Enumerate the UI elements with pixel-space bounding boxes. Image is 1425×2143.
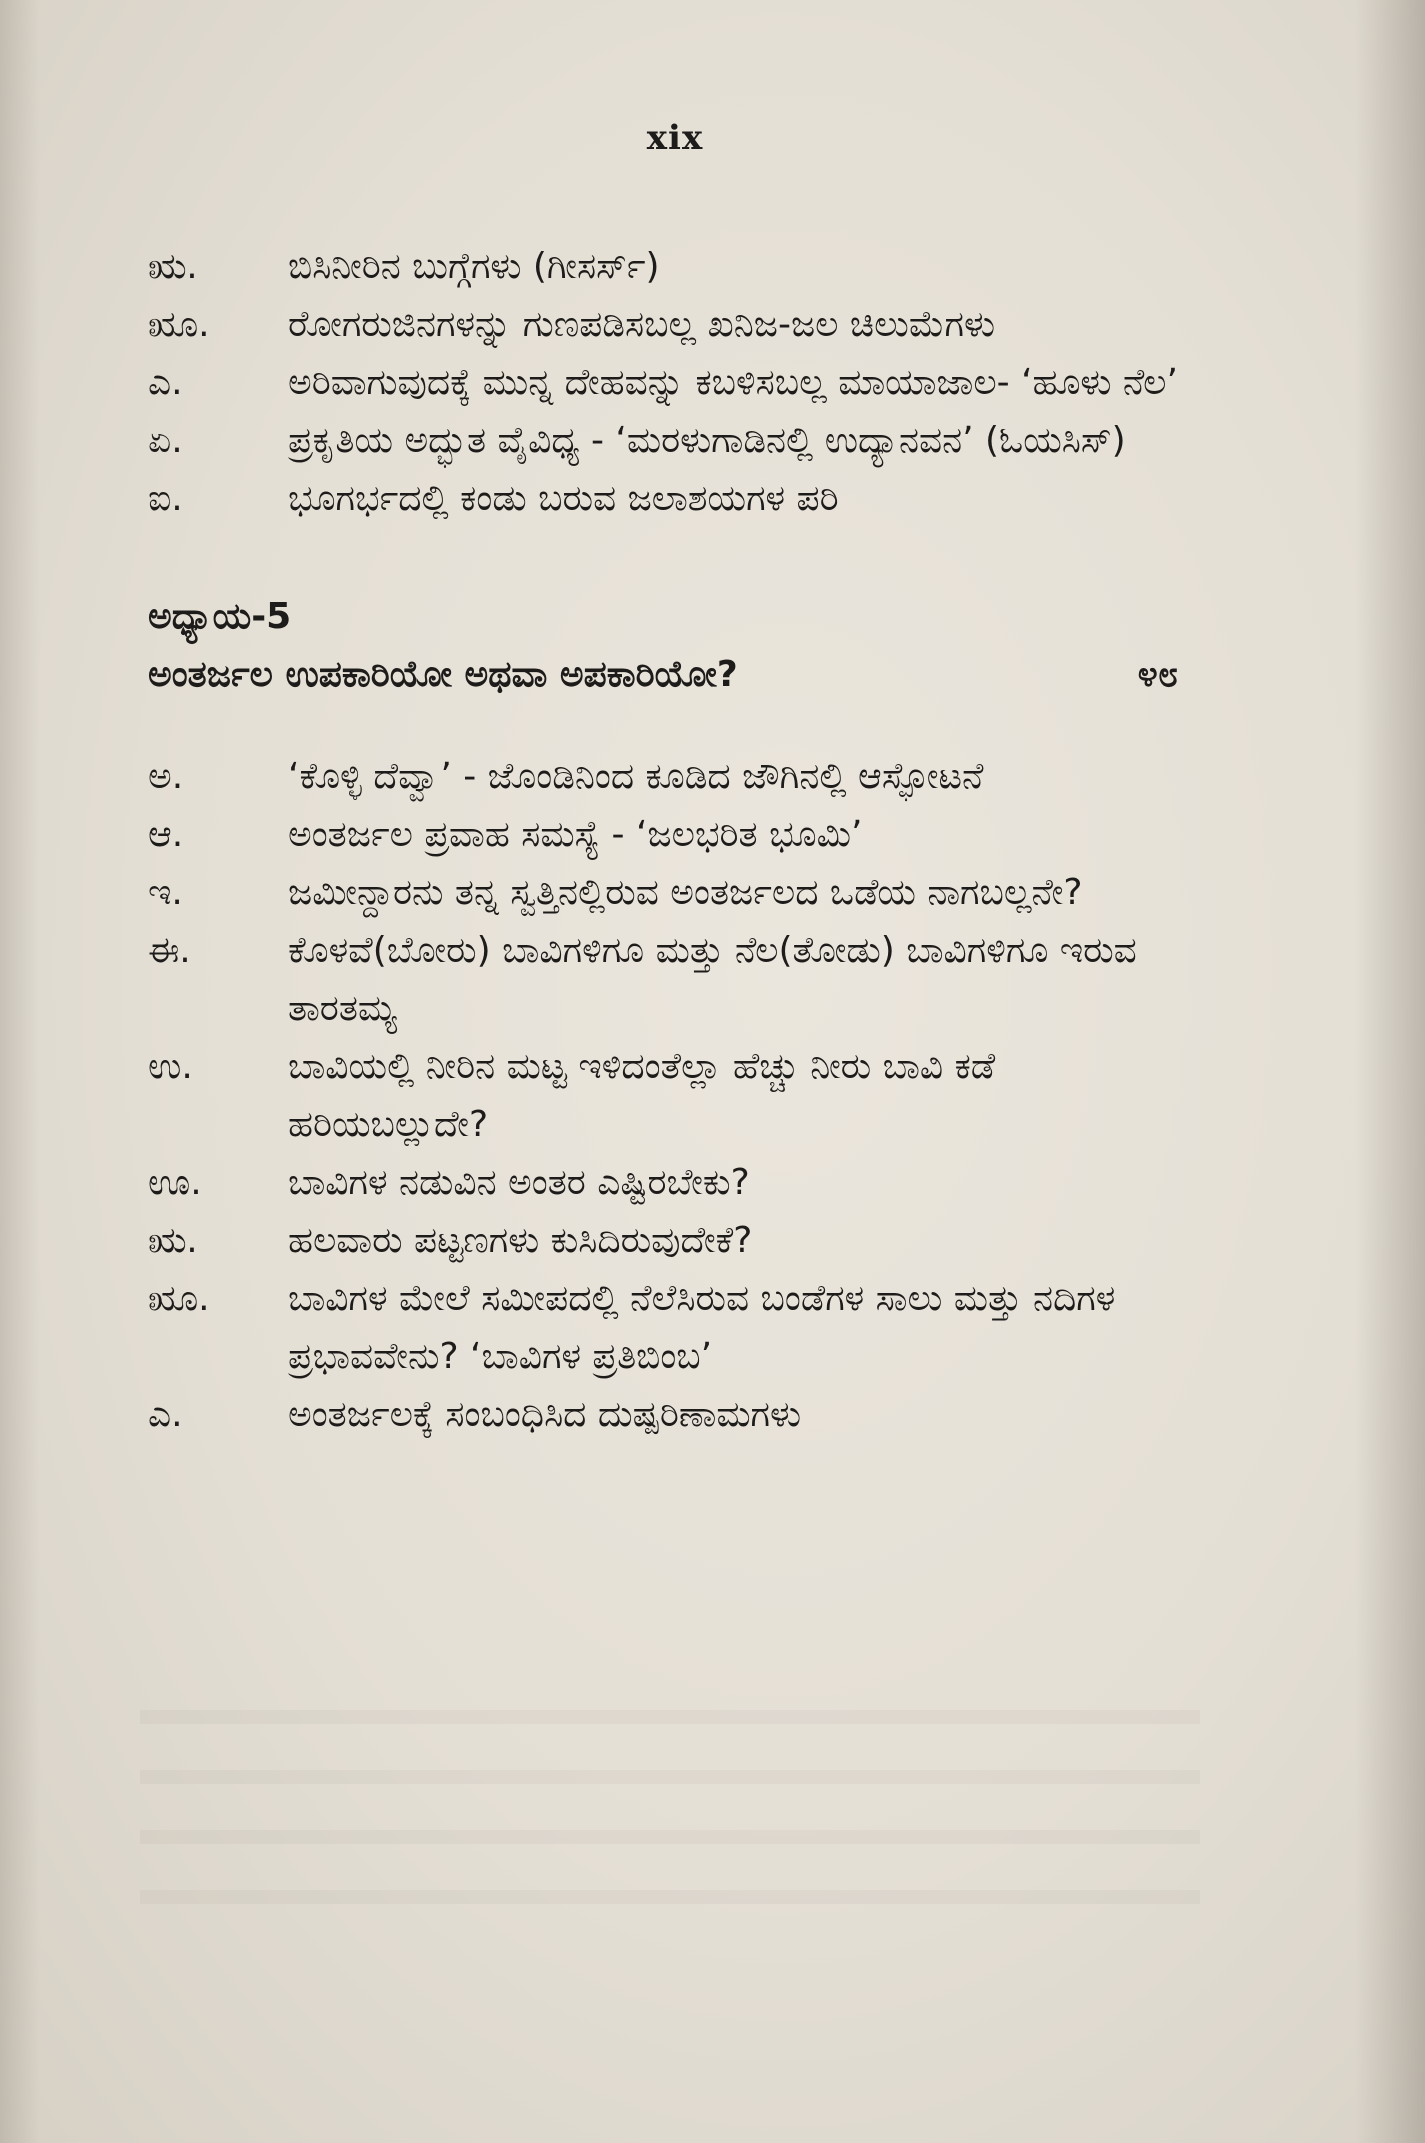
entry-list-section-b bbox=[148, 748, 1198, 1444]
item-marker: ಐ. bbox=[148, 478, 183, 519]
list-item bbox=[148, 470, 1198, 528]
item-marker: ಋ. bbox=[148, 246, 198, 287]
list-item bbox=[148, 412, 1198, 470]
item-text: ಭೂಗರ್ಭದಲ್ಲಿ ಕಂಡು ಬರುವ ಜಲಾಶಯಗಳ ಪರಿ bbox=[288, 478, 839, 519]
gutter-shadow bbox=[0, 0, 40, 2143]
item-text: ಹಲವಾರು ಪಟ್ಟಣಗಳು ಕುಸಿದಿರುವುದೇಕೆ? bbox=[288, 1220, 753, 1261]
list-item bbox=[148, 922, 1198, 1038]
list-item bbox=[148, 296, 1198, 354]
list-item bbox=[148, 238, 1198, 296]
item-marker: ಊ. bbox=[148, 1162, 202, 1203]
item-marker: ೠ. bbox=[148, 304, 210, 345]
item-text: ಅಂತರ್ಜಲಕ್ಕೆ ಸಂಬಂಧಿಸಿದ ದುಷ್ಪರಿಣಾಮಗಳು bbox=[288, 1394, 802, 1435]
item-marker: ಎ. bbox=[148, 362, 183, 403]
list-item bbox=[148, 748, 1198, 806]
entry-list-section-a bbox=[148, 238, 1198, 528]
item-text: ಬಾವಿಯಲ್ಲಿ ನೀರಿನ ಮಟ್ಟ ಇಳಿದಂತೆಲ್ಲಾ ಹೆಚ್ಚು ನೀರು ಬಾವಿ ಕಡೆ ಹರಿಯಬಲ್ಲುದೇ? bbox=[288, 1046, 996, 1145]
item-marker: ಇ. bbox=[148, 872, 183, 913]
chapter-page-ref: ೪೮ bbox=[1137, 654, 1178, 695]
item-text: ಕೊಳವೆ(ಬೋರು) ಬಾವಿಗಳಿಗೂ ಮತ್ತು ನೆಲ(ತೋಡು) ಬಾವಿಗಳಿಗೂ ಇರುವ ತಾರತಮ್ಯ bbox=[288, 930, 1137, 1029]
item-marker: ಆ. bbox=[148, 814, 184, 855]
item-marker: ಅ. bbox=[148, 756, 184, 797]
list-item bbox=[148, 864, 1198, 922]
item-marker: ಏ. bbox=[148, 420, 183, 461]
item-text: ಬಾವಿಗಳ ಮೇಲೆ ಸಮೀಪದಲ್ಲಿ ನೆಲೆಸಿರುವ ಬಂಡೆಗಳ ಸಾಲು ಮತ್ತು ನದಿಗಳ ಪ್ರಭಾವವೇನು? ‘ಬಾವಿಗಳ ಪ್ರತಿಬಿಂಬ’ bbox=[288, 1278, 1116, 1377]
item-text: ಬಿಸಿನೀರಿನ ಬುಗ್ಗೆಗಳು (ಗೀಸರ್ಸ್) bbox=[288, 246, 660, 287]
item-text: ರೋಗರುಜಿನಗಳನ್ನು ಗುಣಪಡಿಸಬಲ್ಲ ಖನಿಜ-ಜಲ ಚಿಲುಮೆಗಳು bbox=[288, 304, 996, 345]
page-edge-shadow bbox=[1355, 0, 1425, 2143]
list-item bbox=[148, 1270, 1198, 1386]
table-of-contents bbox=[148, 238, 1198, 1444]
item-text: ಅಂತರ್ಜಲ ಪ್ರವಾಹ ಸಮಸ್ಯೆ - ‘ಜಲಭರಿತ ಭೂಮಿ’ bbox=[288, 814, 863, 855]
list-item bbox=[148, 1386, 1198, 1444]
item-text: ಅರಿವಾಗುವುದಕ್ಕೆ ಮುನ್ನ ದೇಹವನ್ನು ಕಬಳಿಸಬಲ್ಲ ಮಾಯಾಜಾಲ- ‘ಹೂಳು ನೆಲ’ bbox=[288, 362, 1178, 403]
item-marker: ಎ. bbox=[148, 1394, 183, 1435]
item-text: ಜಮೀನ್ದಾರನು ತನ್ನ ಸ್ವತ್ತಿನಲ್ಲಿರುವ ಅಂತರ್ಜಲದ ಒಡೆಯ ನಾಗಬಲ್ಲನೇ? bbox=[288, 872, 1083, 913]
show-through-text bbox=[140, 1710, 1200, 1724]
show-through-text bbox=[140, 1770, 1200, 1784]
item-marker: ಋ. bbox=[148, 1220, 198, 1261]
item-marker: ಉ. bbox=[148, 1046, 193, 1087]
chapter-title: ಅಂತರ್ಜಲ ಉಪಕಾರಿಯೋ ಅಥವಾ ಅಪಕಾರಿಯೋ? bbox=[148, 654, 738, 695]
item-text: ಬಾವಿಗಳ ನಡುವಿನ ಅಂತರ ಎಷ್ಟಿರಬೇಕು? bbox=[288, 1162, 750, 1203]
list-item bbox=[148, 1154, 1198, 1212]
show-through-text bbox=[140, 1830, 1200, 1844]
chapter-heading bbox=[148, 646, 1198, 704]
item-text: ಪ್ರಕೃತಿಯ ಅದ್ಭುತ ವೈವಿಧ್ಯ - ‘ಮರಳುಗಾಡಿನಲ್ಲಿ ಉದ್ಯಾನವನ’ (ಓಯಸಿಸ್) bbox=[288, 420, 1126, 461]
list-item bbox=[148, 1038, 1198, 1154]
item-marker: ಈ. bbox=[148, 930, 191, 971]
page-number: xix bbox=[646, 118, 704, 158]
chapter-label: ಅಧ್ಯಾಯ-5 bbox=[148, 596, 292, 637]
list-item bbox=[148, 1212, 1198, 1270]
list-item bbox=[148, 806, 1198, 864]
list-item bbox=[148, 354, 1198, 412]
show-through-text bbox=[140, 1890, 1200, 1904]
item-text: ‘ಕೊಳ್ಳಿ ದೆವ್ವಾ’ - ಜೊಂಡಿನಿಂದ ಕೂಡಿದ ಜೌಗಿನಲ್ಲಿ ಆಸ್ಫೋಟನೆ bbox=[288, 756, 984, 797]
item-marker: ೠ. bbox=[148, 1278, 210, 1319]
